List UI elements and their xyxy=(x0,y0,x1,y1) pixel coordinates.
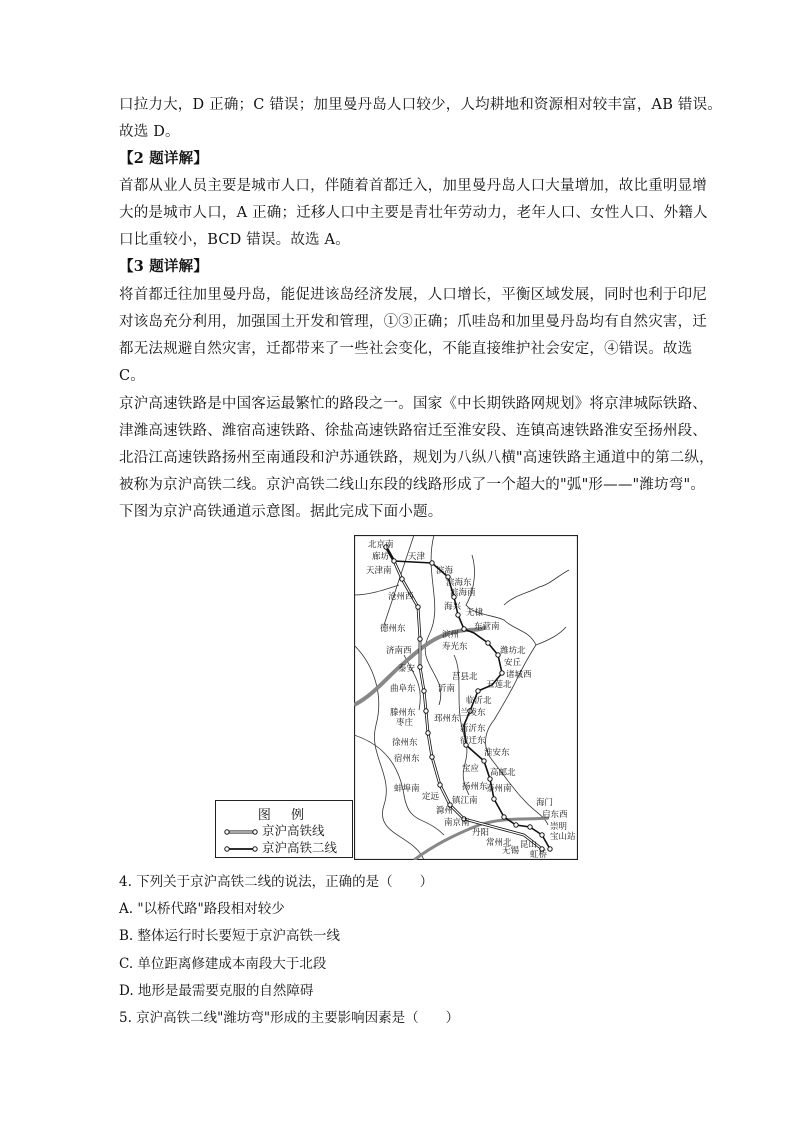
map-label: 启东西 xyxy=(542,810,568,820)
map-label: 宿迁东 xyxy=(460,736,486,746)
map-label: 宝山站 xyxy=(550,832,576,842)
question-4-option-d: D. 地形是最需要克服的自然障碍 xyxy=(119,983,314,999)
map-label: 五莲北 xyxy=(486,680,512,690)
question-4-option-b: B. 整体运行时长要短于京沪高铁一线 xyxy=(119,928,341,944)
legend-label: 京沪高铁线 xyxy=(262,823,325,838)
text-line: 都无法规避自然灾害，迁都带来了一些社会变化，不能直接维护社会安定，④错误。故选 xyxy=(119,341,693,357)
map-label: 北京南 xyxy=(368,540,394,550)
text-line: 口拉力大，D 正确；C 错误；加里曼丹岛人口较少，人均耕地和资源相对较丰富，AB 错误。 xyxy=(119,97,722,113)
legend-title: 图 例 xyxy=(257,808,313,823)
map-label: 虹桥 xyxy=(530,850,548,860)
map-label: 新沂东 xyxy=(460,724,486,734)
text-line: 北沿江高速铁路扬州至南通段和沪苏通铁路，规划为八纵八横"高速铁路主通道中的第二纵， xyxy=(119,450,714,466)
map-label: 蚌埠南 xyxy=(394,784,420,794)
map-label: 徐州东 xyxy=(392,738,418,748)
map-label: 兰陵东 xyxy=(460,708,486,718)
question-4-option-c: C. 单位距离修建成本南段大于北段 xyxy=(119,956,327,972)
map-label: 昆山 xyxy=(520,840,538,850)
question-5: 5. 京沪高铁二线"潍坊弯"形成的主要影响因素是（ ） xyxy=(119,1010,460,1026)
map-label: 潍坊北 xyxy=(500,646,526,656)
map-label: 枣庄 xyxy=(396,718,414,728)
map-label: 沂南 xyxy=(438,684,456,694)
text-line: 故选 D。 xyxy=(119,124,180,140)
map-label: 廊坊 xyxy=(372,552,390,562)
map-label: 曲阜东 xyxy=(390,684,416,694)
text-line: C。 xyxy=(119,368,145,384)
text-line: 京沪高速铁路是中国客运最繁忙的路段之一。国家《中长期铁路网规划》将京津城际铁路、 xyxy=(119,396,707,412)
legend-item-line1 xyxy=(224,824,325,838)
text-line: 被称为京沪高铁二线。京沪高铁二线山东段的线路形成了一个超大的"弧"形——"潍坊弯"。 xyxy=(119,477,706,493)
map-label: 济南西 xyxy=(386,646,412,656)
question-4: 4. 下列关于京沪高铁二线的说法，正确的是（ ） xyxy=(119,874,434,890)
map-label: 宝应 xyxy=(462,764,480,774)
section-heading: 【2 题详解】 xyxy=(119,150,209,167)
map-label: 临沂北 xyxy=(466,696,492,706)
map-label: 安丘 xyxy=(504,658,522,668)
map-label: 滁州 xyxy=(436,806,454,816)
text-line: 津潍高速铁路、潍宿高速铁路、徐盐高速铁路宿迁至淮安段、连镇高速铁路淮安至扬州段、 xyxy=(119,423,707,439)
text-line: 对该岛充分利用，加强国土开发和管理，①③正确；爪哇岛和加里曼丹岛均有自然灾害，迁 xyxy=(119,314,707,330)
map-label: 南京南 xyxy=(444,818,470,828)
map-label: 定远 xyxy=(422,792,440,802)
map-label: 滨海 xyxy=(436,566,454,576)
text-line: 将首都迁往加里曼丹岛，能促进该岛经济发展，人口增长，平衡区域发展，同时也利于印尼 xyxy=(119,287,707,303)
map-label: 德州东 xyxy=(380,624,406,634)
map-label: 寿光东 xyxy=(442,642,468,652)
map-label: 沧州西 xyxy=(388,592,414,602)
map-label: 无棣 xyxy=(466,608,484,618)
map-label: 崇明 xyxy=(550,822,568,832)
map-label: 天津 xyxy=(408,552,426,562)
map-label: 高邮北 xyxy=(490,768,516,778)
text-line: 首都从业人员主要是城市人口，伴随着首都迁入，加里曼丹岛人口大量增加，故比重明显增 xyxy=(119,178,707,194)
question-4-option-a: A. "以桥代路"路段相对较少 xyxy=(119,901,285,917)
map-label: 淮安东 xyxy=(484,748,510,758)
railway-map xyxy=(354,535,578,860)
map-label: 宿州东 xyxy=(394,754,420,764)
map-label: 滕州东 xyxy=(390,708,416,718)
legend-label: 京沪高铁二线 xyxy=(262,840,338,855)
map-label: 丹阳 xyxy=(472,828,490,838)
map-label: 镇江南 xyxy=(452,796,478,806)
text-line: 大的是城市人口，A 正确；迁移人口中主要是青壮年劳动力，老年人口、女性人口、外籍人 xyxy=(119,205,708,221)
text-line: 下图为京沪高铁通道示意图。据此完成下面小题。 xyxy=(119,504,443,520)
map-label: 海门 xyxy=(536,798,554,808)
map-label: 海兴 xyxy=(444,602,462,612)
map-label: 滨海东 xyxy=(446,578,472,588)
legend-line2-icon xyxy=(224,845,258,853)
map-label: 天津南 xyxy=(366,566,392,576)
map-label: 扬州东 xyxy=(462,782,488,792)
map-label: 滨州 xyxy=(442,630,460,640)
map-label: 泰安 xyxy=(398,664,416,674)
section-heading: 【3 题详解】 xyxy=(119,258,209,275)
map-legend xyxy=(215,800,353,858)
legend-item-line2 xyxy=(224,841,337,855)
map-label: 无锡 xyxy=(502,846,520,856)
legend-line1-icon xyxy=(224,828,258,836)
map-label: 泰州南 xyxy=(486,784,512,794)
map-label: 莒县北 xyxy=(452,672,478,682)
map-label: 滨海南 xyxy=(450,588,476,598)
map-label: 诸城西 xyxy=(506,670,532,680)
map-label: 常州北 xyxy=(486,838,512,848)
map-label: 东营南 xyxy=(474,622,500,632)
map-label: 邳州东 xyxy=(434,714,460,724)
text-line: 口比重较小，BCD 错误。故选 A。 xyxy=(119,232,350,248)
